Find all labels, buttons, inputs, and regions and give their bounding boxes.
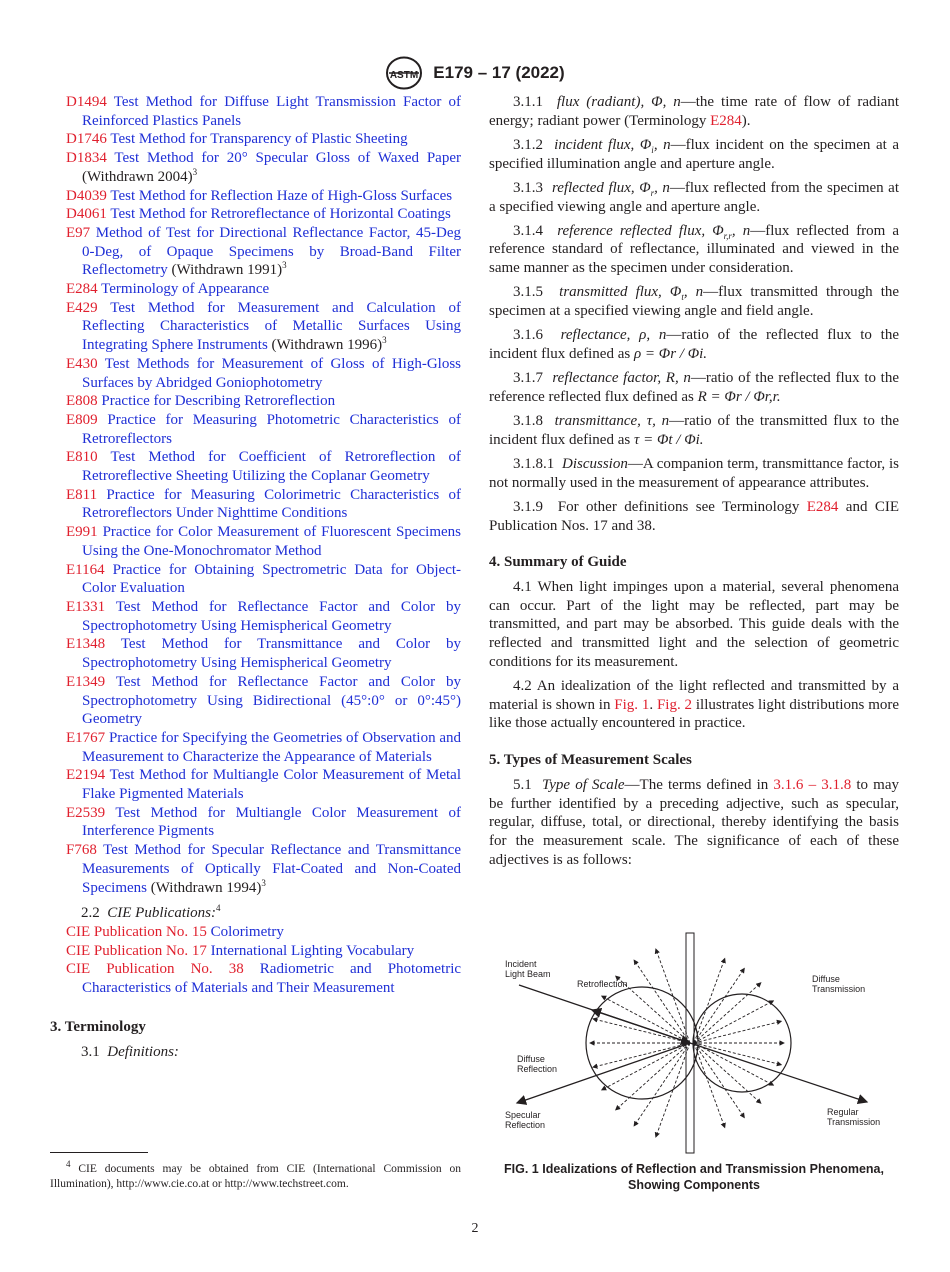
reference-item[interactable]	[66, 355, 461, 392]
retroflection-label: Retroflection	[577, 979, 628, 989]
reference-item[interactable]	[66, 635, 461, 672]
reference-item[interactable]	[66, 411, 461, 448]
section-4-heading: 4. Summary of Guide	[489, 554, 627, 571]
reference-item[interactable]	[66, 729, 461, 766]
definition-3-1-4: 3.1.4 reference reflected flux, $\Phi_{r,r}$, n—flux reflected from a reference standard of reflectance, illuminated and viewed in the same manner as the specimen under consideration.	[489, 222, 900, 277]
diffuse-ray	[694, 958, 725, 1043]
specular-reflection-label: Specular	[505, 1110, 541, 1120]
reference-title: Test Method for Reflection Haze of High-Gloss Surfaces	[110, 187, 453, 204]
reference-item[interactable]	[66, 598, 461, 635]
paragraph-4-1: 4.1 When light impinges upon a material, several phenomena can occur. Part of the light may be reflected, part may be transmitted, and part may be absorbed. This guide deals with the reflected and transmitted light and the selection of geometric conditions for its measurement.	[489, 578, 899, 670]
definition-3-1-6: 3.1.6 reflectance, ρ, n—ratio of the reflected flux to the incident flux defined as ρ = Φr / Φi.	[489, 327, 900, 362]
diffuse-ray	[634, 1043, 690, 1126]
reference-item[interactable]	[66, 561, 461, 598]
reference-item[interactable]: F768 Test Method for Specular Reflectance and Transmittance Measurements of Optically Flat-Coated and Non-Coated Specimens (Withdrawn 1994)$^3$	[66, 842, 461, 896]
logo-text: ASTM	[390, 70, 419, 81]
reference-code: D1494	[66, 94, 107, 110]
section-3-heading: 3. Terminology	[50, 1018, 146, 1035]
reference-item[interactable]	[66, 523, 461, 560]
diffuse-ray	[694, 1043, 744, 1118]
right-column	[489, 93, 899, 875]
regular-transmission-label: Transmission	[827, 1117, 881, 1127]
reference-title: Test Method for Reflectance Factor and Color by Spectrophotometry Using Hemispherical Geometry	[82, 598, 461, 634]
reference-code: E429	[66, 299, 98, 316]
reference-code: E430	[66, 355, 98, 372]
reference-item[interactable]: E97 Method of Test for Directional Reflectance Factor, 45-Deg 0-Deg, of Opaque Specimens by Broad-Band Filter Reflectometry (Withdrawn 1991)$^3$	[66, 224, 461, 279]
diffuse-ray	[694, 1043, 773, 1085]
diffuse-ray	[694, 1043, 725, 1128]
definition-3-1-8-1: 3.1.8.1 Discussion—A companion term, transmittance factor, is not normally used in the measurement of appearance attributes.	[489, 455, 900, 491]
reference-title: Test Method for Retroreflectance of Horizontal Coatings	[110, 206, 451, 223]
incident-label: Light Beam	[505, 969, 551, 979]
withdrawn-note: (Withdrawn 1994)	[150, 879, 262, 896]
reference-title: Test Method for Multiangle Color Measurement of Metal Flake Pigmented Materials	[82, 767, 462, 803]
reference-code: E97	[66, 224, 91, 241]
definition-3-1-3: 3.1.3 reflected flux, $\Phi_r$, n—flux reflected from the specimen at a specified viewing angle and aperture angle.	[489, 179, 900, 215]
definitions-subheading: 3.1 Definitions:	[81, 1044, 179, 1061]
reference-code: D4061	[66, 206, 107, 223]
definition-3-1-8: 3.1.8 transmittance, τ, n—ratio of the transmitted flux to the incident flux defined as τ = Φt / Φi.	[489, 413, 899, 448]
reference-code: E284	[66, 281, 98, 298]
reference-item[interactable]: E429 Test Method for Measurement and Calculation of Reflecting Characteristics of Metallic Surfaces Using Integrating Sphere Instruments (Withdrawn 1996)$^3$	[66, 299, 461, 354]
referenced-documents-list	[66, 93, 461, 897]
reference-item[interactable]	[66, 673, 461, 729]
reference-title: Practice for Measuring Photometric Characteristics of Retroreflectors	[82, 411, 461, 447]
reference-title: Terminology of Appearance	[101, 281, 270, 298]
definition-3-1-5: 3.1.5 transmitted flux, $\Phi_t$, n—flux transmitted through the specimen at a specified viewing angle and field angle.	[489, 284, 900, 320]
reference-title: Practice for Describing Retroreflection	[101, 393, 336, 410]
reference-code: E1164	[66, 561, 105, 578]
reference-item[interactable]	[66, 93, 461, 130]
reference-item[interactable]	[66, 187, 461, 206]
withdrawn-note: (Withdrawn 1991)	[171, 262, 283, 279]
page-number: 2	[471, 1221, 479, 1236]
reference-title: Test Method for Coefficient of Retroreflection of Retroreflective Sheeting Utilizing the Coplanar Geometry	[82, 449, 461, 485]
reference-code: D4039	[66, 187, 107, 204]
diffuse-transmission-label: Transmission	[812, 984, 866, 994]
reference-code: E991	[66, 524, 98, 541]
reference-title: Test Method for 20° Specular Gloss of Waxed Paper	[114, 150, 461, 167]
cie-ref-item[interactable]: CIE Publication No. 15 Colorimetry	[66, 923, 284, 940]
figure-1-diagram	[497, 930, 897, 1158]
definition-3-1-7: 3.1.7 reflectance factor, R, n—ratio of the reflected flux to the reference reflected flux defined as R = Φr / Φr,r.	[489, 370, 900, 405]
cie-ref-item[interactable]: CIE Publication No. 38 Radiometric and Photometric Characteristics of Materials and Their Measurement	[66, 961, 462, 997]
reference-code: E1767	[66, 729, 106, 746]
astm-logo-icon	[385, 56, 423, 90]
definition-3-1-9: 3.1.9 For other definitions see Terminology E284 and CIE Publication Nos. 17 and 38.	[489, 498, 899, 534]
regular-transmission-beam	[690, 1043, 867, 1102]
reference-title: Practice for Specifying the Geometries of Observation and Measurement to Characterize the Appearance of Materials	[82, 729, 461, 765]
paragraph-4-2: 4.2 An idealization of the light reflected and transmitted by a material is shown in Fig. 1. Fig. 2 illustrates light distributions more like those actually encountered in practice.	[489, 677, 900, 732]
reference-code: E1348	[66, 636, 106, 653]
definition-3-1-1: 3.1.1 flux (radiant), Φ, n—the time rate of flow of radiant energy; radiant power (Terminology E284).	[489, 94, 899, 129]
fig-2-link[interactable]: Fig. 2	[656, 696, 693, 713]
reference-code: D1746	[66, 131, 107, 148]
reference-code: E808	[66, 393, 98, 410]
reference-code: E809	[66, 411, 98, 428]
reference-code: E2539	[66, 804, 106, 821]
diffuse-ray	[694, 1001, 773, 1043]
diffuse-ray	[694, 1021, 781, 1043]
reference-item[interactable]	[66, 766, 461, 803]
withdrawn-note: (Withdrawn 1996)	[271, 337, 383, 354]
cie-ref-item[interactable]: CIE Publication No. 17 International Lighting Vocabulary	[66, 942, 415, 959]
reference-code: F768	[66, 842, 97, 859]
diffuse-ray	[634, 960, 690, 1043]
diffuse-transmission-label: Diffuse	[812, 974, 840, 984]
regular-transmission-label: Regular	[827, 1107, 859, 1117]
diffuse-ray	[593, 1043, 690, 1067]
reference-title: Test Method for Specular Reflectance and Transmittance Measurements of Optically Flat-Coated and Non-Coated Specimens	[82, 842, 461, 896]
reference-code: E1331	[66, 598, 106, 615]
reference-item[interactable]	[66, 448, 461, 485]
fig-1-link[interactable]: Fig. 1	[614, 696, 650, 713]
paragraph-5-1: 5.1 Type of Scale—The terms defined in 3.1.6 – 3.1.8 to may be further identified by a preceding adjective, such as specular, regular, diffuse, total, or directional, thereby identifying the basis for the measurement scale. The significance of each of these adjectives is as follows:	[489, 776, 900, 868]
specular-reflection-label: Reflection	[505, 1120, 546, 1130]
reference-title: Practice for Obtaining Spectrometric Data for Object-Color Evaluation	[82, 561, 462, 597]
reference-title: Test Method for Diffuse Light Transmission Factor of Reinforced Plastics Panels	[82, 94, 461, 129]
reference-item[interactable]	[66, 280, 461, 299]
section-5-heading: 5. Types of Measurement Scales	[489, 752, 692, 769]
diffuse-reflection-label: Diffuse	[517, 1054, 545, 1064]
retroreflection-beam	[592, 1010, 690, 1043]
reference-item[interactable]: D1834 Test Method for 20° Specular Gloss of Waxed Paper (Withdrawn 2004)$^3$	[66, 150, 461, 185]
reference-title: Test Methods for Measurement of Gloss of High-Gloss Surfaces by Abridged Goniophotometry	[82, 355, 461, 391]
incident-label: Incident	[505, 959, 537, 969]
reference-title: Method of Test for Directional Reflectance Factor, 45-Deg 0-Deg, of Opaque Specimens by Broad-Band Filter Reflectometry	[82, 224, 461, 279]
diffuse-ray	[602, 996, 690, 1043]
diffuse-ray	[694, 968, 744, 1043]
section-link[interactable]: 3.1.6 – 3.1.8	[773, 776, 852, 793]
e284-link[interactable]: E284	[806, 498, 839, 515]
reference-title: Test Method for Reflectance Factor and Color by Spectrophotometry Using Bidirectional (45°:0° or 0°:45°) Geometry	[82, 673, 461, 728]
reference-item[interactable]	[66, 130, 461, 149]
footnote-rule	[50, 1152, 148, 1153]
reference-code: E810	[66, 449, 98, 466]
diffuse-ray	[602, 1043, 690, 1090]
diffuse-reflection-label: Reflection	[517, 1064, 558, 1074]
reference-item[interactable]	[66, 205, 461, 224]
reference-item[interactable]	[66, 804, 461, 841]
reference-title: Test Method for Multiangle Color Measurement of Interference Pigments	[82, 804, 461, 840]
left-column	[50, 93, 462, 1062]
reference-title: Test Method for Transparency of Plastic Sheeting	[110, 131, 408, 148]
withdrawn-note: (Withdrawn 2004)	[82, 168, 193, 185]
reference-title: Practice for Measuring Colorimetric Characteristics of Retroreflectors Under Nighttime Conditions	[82, 486, 462, 522]
page-header	[0, 56, 950, 90]
document-designation: E179 – 17 (2022)	[433, 63, 565, 82]
reference-code: D1834	[66, 150, 107, 167]
diffuse-ray	[656, 1043, 690, 1137]
reference-title: Test Method for Transmittance and Color by Spectrophotometry Using Hemispherical Geometry	[82, 636, 461, 672]
reference-code: E2194	[66, 767, 106, 784]
diffuse-ray	[694, 1043, 781, 1065]
cie-heading: 2.2 CIE Publications:$^4$	[81, 903, 221, 922]
reference-code: E811	[66, 486, 98, 503]
reference-item[interactable]	[66, 392, 461, 411]
footnote: $^4$ CIE documents may be obtained from CIE (International Commission on Illumination), http://www.cie.co.at or http://www.techstreet.com.	[50, 1159, 462, 1190]
definition-3-1-2: 3.1.2 incident flux, $\Phi_i$, n—flux incident on the specimen at a specified illumination angle and aperture angle.	[489, 136, 900, 172]
e284-link[interactable]: E284	[710, 112, 742, 129]
diffuse-ray	[593, 1019, 690, 1043]
figure-1-caption: FIG. 1 Idealizations of Reflection and Transmission Phenomena, Showing Components	[504, 1162, 884, 1192]
reference-title: Test Method for Measurement and Calculation of Reflecting Characteristics of Metallic Surfaces Using Integrating Sphere Instruments	[82, 299, 461, 354]
reference-title: Practice for Color Measurement of Fluorescent Specimens Using the One-Monochromator Method	[82, 524, 462, 559]
reference-code: E1349	[66, 673, 106, 690]
reference-item[interactable]	[66, 486, 461, 523]
